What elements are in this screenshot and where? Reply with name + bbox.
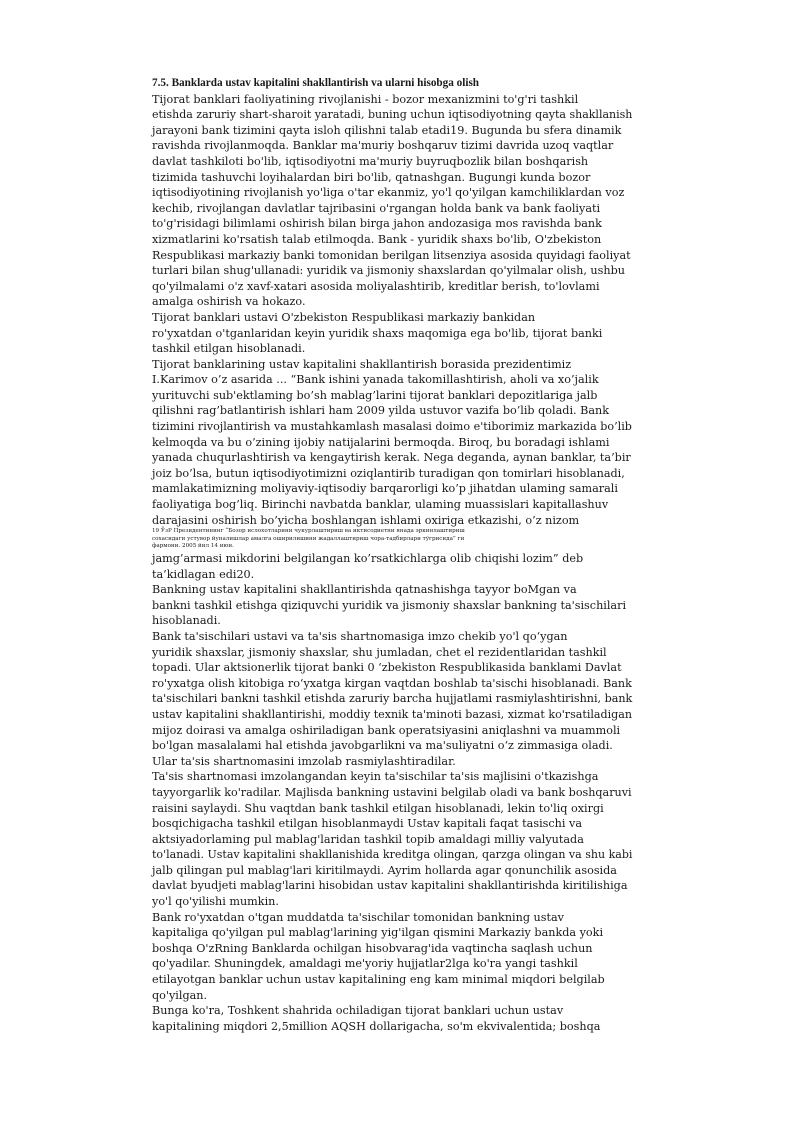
footnote-line: 19 ЎзР Президентининг “Бозор ислохотларини чукурлаштириш ва иктисодиетни янада эркинлаштириш xyxy=(152,528,465,535)
text-line: yo'l qo'yilishi mumkin. xyxy=(152,895,279,909)
text-line: yurituvchi sub'ektlaming bo’sh mablag’larini tijorat banklari depozitlariga jalb xyxy=(152,388,598,402)
text-line: qo'yadilar. Shuningdek, amaldagi me'yoriy hujjatlar2lga ko'ra yangi tashkil xyxy=(152,957,578,971)
text-line: kechib, rivojlangan davlatlar tajribasini o'rgangan holda bank va bank faoliyati xyxy=(152,201,601,215)
text-line: Tijorat banklari faoliyatining rivojlanishi - bozor mexanizmini to'g'ri tashkil xyxy=(152,92,579,106)
text-line: Ular ta'sis shartnomasini imzolab rasmiylashtiradilar. xyxy=(152,754,456,768)
text-line: to'lanadi. Ustav kapitalini shakllanishida kreditga olingan, qarzga olingan va shu kabi xyxy=(152,848,633,862)
text-line: qilishni rag’batlantirish ishlari ham 2009 yilda ustuvor vazifa bo’lib qoladi. Bank xyxy=(152,404,610,418)
text-line: Bank ro'yxatdan o'tgan muddatda ta'sischilar tomonidan bankning ustav xyxy=(152,910,564,924)
footnote-line: фармони. 2005 йил 14 июн. xyxy=(152,543,234,550)
text-line: jarayoni bank tizimini qayta isloh qilishni talab etadi19. Bugunda bu sfera dinamik xyxy=(152,123,622,137)
text-line: mamlakatimizning moliyaviy-iqtisodiy barqarorligi ko’p jihatdan ulaming samarali xyxy=(152,482,618,496)
text-line: iqtisodiyotining rivojlanish yo'liga o'tar ekanmiz, yo'l qo'yilgan kamchiliklardan voz xyxy=(152,186,625,200)
text-line: ro'yxatga olish kitobiga ro‘yxatga kirgan vaqtdan boshlab ta'sischi hisoblanadi. Bank xyxy=(152,676,632,690)
text-line: hisoblanadi. xyxy=(152,614,221,628)
text-line: bankni tashkil etishga qiziquvchi yuridik va jismoniy shaxslar bankning ta'sischilari xyxy=(152,598,627,612)
text-line: etishda zaruriy shart-sharoit yaratadi, buning uchun iqtisodiyotning qayta shakllanish xyxy=(152,108,633,122)
text-line: raisini saylaydi. Shu vaqtdan bank tashkil etilgan hisoblanadi, lekin to'liq oxirgi xyxy=(152,801,604,815)
text-line: I.Karimov o’z asarida ... “Bank ishini yanada takomillashtirish, aholi va xo’jalik xyxy=(152,373,599,387)
text-line: darajasini oshirish bo’yicha boshlangan ishlami oxiriga etkazishi, o’z nizom xyxy=(152,513,580,527)
text-line: jamg’armasi mikdorini belgilangan ko’rsatkichlarga olib chiqishi lozim” deb xyxy=(152,552,584,565)
text-line: bosqichigacha tashkil etilgan hisoblanmaydi Ustav kapitali faqat tasischi va xyxy=(152,817,582,831)
text-line: Bank ta'sischilari ustavi va ta'sis shartnomasiga imzo chekib yo'l qo‘ygan xyxy=(152,629,568,643)
text-line: xizmatlarini ko'rsatish talab etilmoqda. Bank - yuridik shaxs bo'lib, O'zbekiston xyxy=(152,232,602,246)
text-line: ustav kapitalini shakllantirishi, moddiy texnik ta'minoti bazasi, xizmat ko'rsatiladigan xyxy=(152,707,632,721)
text-line: yanada chuqurlashtirish va kengaytirish kerak. Nega deganda, aynan banklar, ta’bir xyxy=(152,451,631,465)
text-line: ta'sischilari bankni tashkil etishda zaruriy barcha hujjatlami rasmiylashtirishni, bank xyxy=(152,692,633,706)
text-line: Bunga ko'ra, Toshkent shahrida ochiladigan tijorat banklari uchun ustav xyxy=(152,1004,564,1018)
footnote xyxy=(152,528,632,551)
text-line: yuridik shaxslar, jismoniy shaxslar, shu jumladan, chet el rezidentlaridan tashkil xyxy=(152,645,607,659)
text-line: etilayotgan banklar uchun ustav kapitalining eng kam minimal miqdori belgilab xyxy=(152,973,605,987)
text-line: ta’kidlagan edi20. xyxy=(152,567,255,581)
text-line: ro'yxatdan o'tganlaridan keyin yuridik shaxs maqomiga ega bo'lib, tijorat banki xyxy=(152,326,603,340)
text-line: kapitaliga qo'yilgan pul mablag'larining yig'ilgan qismini Markaziy bankda yoki xyxy=(152,926,604,940)
footnote-line: сохасидаги устувор йуналишлар амалга оширилишини жадаллаштириш чора-тадбирлари тўгрисида” ги xyxy=(152,535,465,542)
text-line: aktsiyadorlaming pul mablag'laridan tashkil topib amaldagi milliy valyutada xyxy=(152,832,584,846)
section-heading: 7.5. Banklarda ustav kapitalini shakllantirish va ularni hisobga olish xyxy=(152,77,480,89)
text-line: ravishda rivojlanmoqda. Banklar ma'muriy boshqaruv tizimi davrida uzoq vaqtlar xyxy=(152,139,614,153)
text-line: to'g'risidagi bilimlami oshirish bilan birga jahon andozasiga mos ravishda bank xyxy=(152,217,602,231)
body-text-block-2 xyxy=(152,551,632,1034)
document-page xyxy=(152,76,632,1034)
body-text-block-1 xyxy=(152,92,632,529)
text-line: Bankning ustav kapitalini shakllantirishda qatnashishga tayyor boMgan va xyxy=(152,583,577,597)
text-line: tashkil etilgan hisoblanadi. xyxy=(152,342,306,356)
text-line: kelmoqda va bu o’zining ijobiy natijalarini bermoqda. Biroq, bu boradagi ishlami xyxy=(152,435,610,449)
text-line: joiz bo’lsa, butun iqtisodiyotimizni oziqlantirib turadigan qon tomirlari hisoblanadi, xyxy=(152,466,625,480)
text-line: qo'yilgan. xyxy=(152,988,208,1002)
text-line: topadi. Ular aktsionerlik tijorat banki 0 ‘zbekiston Respublikasida banklami Davlat xyxy=(152,661,622,675)
text-line: tizimini rivojlantirish va mustahkamlash masalasi doimo e'tiborimiz markazida bo’lib xyxy=(152,420,632,434)
text-line: mijoz doirasi va amalga oshiriladigan bank operatsiyasini aniqlashni va muammoli xyxy=(152,723,621,737)
text-line: boshqa O'zRning Banklarda ochilgan hisobvarag'ida vaqtincha saqlash uchun xyxy=(152,941,593,955)
text-line: davlat tashkiloti bo'lib, iqtisodiyotni ma'muriy buyruqbozlik bilan boshqarish xyxy=(152,154,589,168)
text-line: Ta'sis shartnomasi imzolangandan keyin ta'sischilar ta'sis majlisini o'tkazishga xyxy=(152,770,599,784)
text-line: jalb qilingan pul mablag'lari kiritilmaydi. Ayrim hollarda agar qonunchilik asosida xyxy=(152,863,617,877)
text-line: turlari bilan shug'ullanadi: yuridik va jismoniy shaxslardan qo'yilmalar olish, ushbu xyxy=(152,264,625,278)
text-line: bo'lgan masalalami hal etishda javobgarlikni va ma'suliyatni o‘z zimmasiga oladi. xyxy=(152,739,613,753)
text-line: Tijorat banklarining ustav kapitalini shakllantirish borasida prezidentimiz xyxy=(152,357,572,371)
text-line: Tijorat banklari ustavi O'zbekiston Respublikasi markaziy bankidan xyxy=(152,310,536,324)
text-line: davlat byudjeti mablag'larini hisobidan ustav kapitalini shakllantirishda kiritilishiga xyxy=(152,879,628,893)
text-line: qo'yilmalami o'z xavf-xatari asosida moliyalashtirib, kreditlar berish, to'lovlami xyxy=(152,279,600,293)
text-line: Respublikasi markaziy banki tomonidan berilgan litsenziya asosida quyidagi faoliyat xyxy=(152,248,631,262)
text-line: tayyorgarlik ko'radilar. Majlisda bankning ustavini belgilab oladi va bank boshqaruvi xyxy=(152,785,632,799)
text-line: amalga oshirish va hokazo. xyxy=(152,295,306,309)
text-line: kapitalining miqdori 2,5million AQSH dollarigacha, so'm ekvivalentida; boshqa xyxy=(152,1019,601,1033)
text-line: tizimida tashuvchi loyihalardan biri bo'lib, qatnashgan. Bugungi kunda bozor xyxy=(152,170,591,184)
text-line: faoliyatiga bog’liq. Birinchi navbatda banklar, ulaming muassislari kapitallashuv xyxy=(152,498,609,512)
